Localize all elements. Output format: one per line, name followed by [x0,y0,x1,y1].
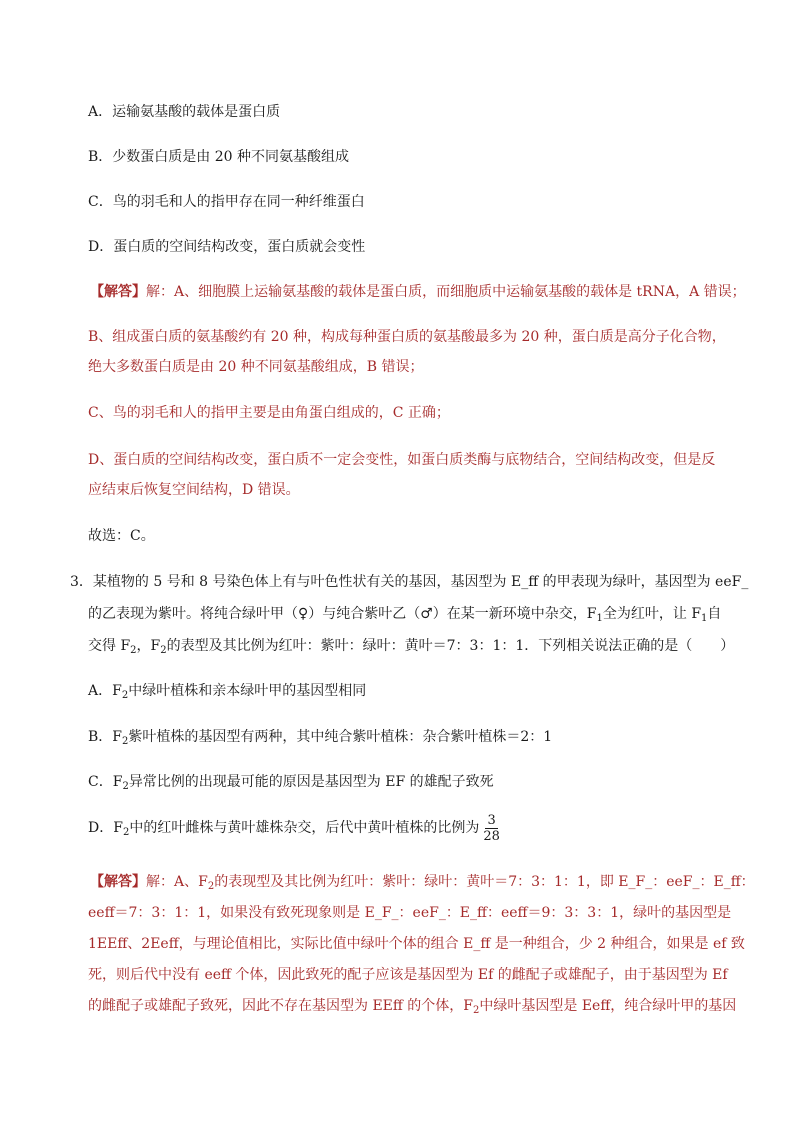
option-text: 中的红叶雌株与黄叶雄株杂交，后代中黄叶植株的比例为 [129,820,480,836]
q3-answer-line-4: 死，则后代中没有 eeff 个体，因此致死的配子应该是基因型为 Ef 的雌配子或雄配子，由于基因型为 Ef [88,967,728,983]
option-text: 紫叶植株的基因型有两种，其中纯合紫叶植株：杂合紫叶植株＝2：1 [128,729,553,745]
q3-answer-line-1 [90,872,755,897]
option-text: 异常比例的出现最可能的原因是基因型为 EF 的雄配子致死 [128,774,494,790]
option-label: B．F [88,729,123,745]
subscript: 1 [701,613,708,624]
q3-stem-text: 的乙表现为紫叶。将纯合绿叶甲（♀）与纯合紫叶乙（♂）在某一新环境中杂交，F [88,606,597,622]
q3-stem-text: 的表型及其比例为红叶：紫叶：绿叶：黄叶＝7：3：1：1．下列相关说法正确的是（ ） [166,638,735,654]
q3-stem-line-1: 3．某植物的 5 号和 8 号染色体上有与叶色性状有关的基因，基因型为 E_ff 的甲表现为绿叶，基因型为 eeF_ [70,574,749,590]
q3-option-b [88,727,734,752]
q3-stem-text: ，F [136,638,161,654]
q3-answer-line-3: 1EEff、2Eeff，与理论值相比，实际比值中绿叶个体的组合 E_ff 是一种组合，少 2 种组合，如果是 ef 致 [88,936,745,952]
q3-answer-tag: 【解答】 [90,874,146,890]
option-label: C．F [88,774,123,790]
q2-choice: 故选：C。 [88,528,155,544]
subscript: 2 [121,690,129,701]
q3-answer-text: 中绿叶基因型是 Eeff，纯合绿叶甲的基因 [479,998,737,1014]
subscript: 2 [207,881,215,892]
fraction [481,813,502,844]
q3-stem-line-2 [88,604,734,629]
q2-answer-line-4: C、鸟的羽毛和人的指甲主要是由角蛋白组成的，C 正确； [88,405,450,421]
q2-answer-text-1: 解：A、细胞膜上运输氨基酸的载体是蛋白质，而细胞质中运输氨基酸的载体是 tRNA，A 错误； [146,284,746,300]
subscript: 2 [473,1005,480,1016]
q3-answer-text: 的雌配子或雄配子致死，因此不存在基因型为 EEff 的个体，F [88,998,473,1014]
subscript: 2 [122,736,129,747]
q3-stem-text: 自 [707,606,722,622]
subscript: 2 [122,827,130,838]
q2-answer-line-1 [90,282,746,302]
option-label: A．F [88,683,122,699]
q3-answer-text: 解：A、F [146,874,208,890]
q3-answer-line-5 [88,996,737,1021]
q3-option-a [88,681,734,706]
q3-answer-text: 的表现型及其比例为红叶：紫叶：绿叶：黄叶＝7：3：1：1，即 E_F_：eeF_：E_ff： [214,874,755,890]
q3-answer-line-2: eeff＝7：3：1：1，如果没有致死现象则是 E_F_：eeF_：E_ff：eeff＝9：3：3：1，绿叶的基因型是 [88,905,732,921]
q3-option-c [88,772,734,797]
fraction-denominator: 28 [483,828,500,844]
subscript: 2 [160,645,167,656]
q2-answer-line-2: B、组成蛋白质的氨基酸约有 20 种，构成每种蛋白质的氨基酸最多为 20 种，蛋白质是高分子化合物， [88,329,726,345]
fraction-numerator: 3 [487,812,496,828]
option-text: 中绿叶植株和亲本绿叶甲的基因型相同 [128,683,367,699]
q2-answer-line-6: 应结束后恢复空间结构，D 错误。 [88,482,300,498]
q2-option-a: A．运输氨基酸的载体是蛋白质 [88,104,281,120]
q3-stem-text: 交得 F [88,638,131,654]
q2-option-c: C．鸟的羽毛和人的指甲存在同一种纤维蛋白 [88,194,365,210]
q2-answer-tag: 【解答】 [90,284,146,300]
subscript: 2 [122,781,129,792]
q2-option-b: B．少数蛋白质是由 20 种不同氨基酸组成 [88,149,350,165]
q3-option-d [88,812,734,849]
q2-answer-line-3: 绝大多数蛋白质是由 20 种不同氨基酸组成，B 错误； [88,359,424,375]
q2-answer-line-5: D、蛋白质的空间结构改变，蛋白质不一定会变性，如蛋白质类酶与底物结合，空间结构改变，但是反 [88,452,716,468]
q3-stem-line-3 [88,636,734,661]
q2-option-d: D．蛋白质的空间结构改变，蛋白质就会变性 [88,239,366,255]
subscript: 1 [596,613,603,624]
option-label: D．F [88,820,123,836]
q3-stem-text: 全为红叶，让 F [602,606,702,622]
subscript: 2 [130,645,137,656]
